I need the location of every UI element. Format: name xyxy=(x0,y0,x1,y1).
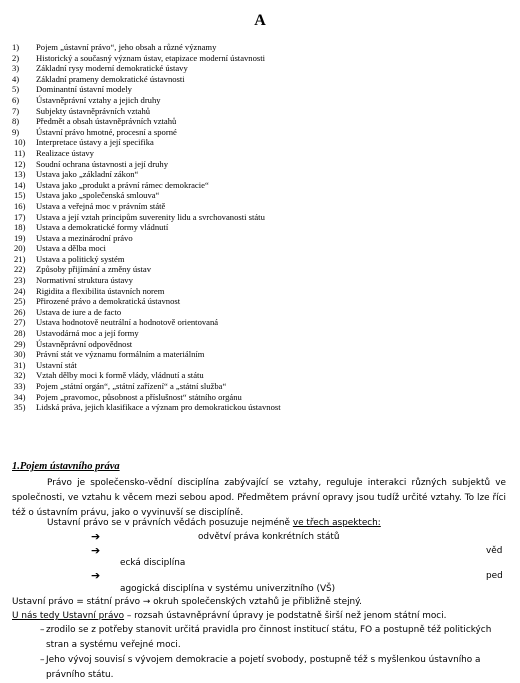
aspect-2-cont: ecká disciplína xyxy=(120,558,186,568)
toc-item-number: 5) xyxy=(12,84,20,95)
toc-item-number: 1) xyxy=(12,42,20,52)
toc-item xyxy=(12,296,512,307)
toc-item-text: Ustava jako „produkt a právní rámec demokracie“ xyxy=(36,179,209,190)
toc-item-number: 12) xyxy=(14,158,26,169)
toc-item-number: 31) xyxy=(14,359,26,370)
toc-item-text: Realizace ústavy xyxy=(36,147,94,158)
toc-item xyxy=(12,307,512,318)
toc-item-number: 26) xyxy=(14,306,26,317)
toc-item-text: Ustavní stát xyxy=(36,359,77,370)
toc-item xyxy=(12,370,512,381)
toc-item xyxy=(12,148,512,159)
toc-item xyxy=(12,106,512,117)
aspect-3-cont: agogická disciplína v systému univerzitního (VŠ) xyxy=(120,584,336,594)
toc-item-number: 7) xyxy=(12,105,20,116)
toc-item-number: 32) xyxy=(14,370,26,381)
toc-item-text: Lidská práva, jejich klasifikace a význam pro demokratickou ústavnost xyxy=(36,402,281,413)
toc-item-number: 3) xyxy=(12,63,20,74)
toc-item-text: Ustava a veřejná moc v právním státě xyxy=(36,200,166,211)
toc-item xyxy=(12,42,512,53)
toc-item xyxy=(12,116,512,127)
toc-item xyxy=(12,360,512,371)
toc-item xyxy=(12,254,512,265)
toc-item-text: Pojem „státní orgán“, „státní zařízení“ a „státní služba“ xyxy=(36,381,227,391)
toc-item-text: Ustava a demokratické formy vládnutí xyxy=(36,222,169,233)
toc-item-number: 18) xyxy=(14,222,26,233)
toc-item xyxy=(12,74,512,85)
toc-item-text: Ustava a mezinárodní právo xyxy=(36,232,133,243)
toc-item-text: Přirozené právo a demokratická ústavnost xyxy=(36,296,181,307)
toc-item xyxy=(12,190,512,201)
toc-item-text: Ustava jako „společenská smlouva“ xyxy=(36,190,160,201)
toc-item xyxy=(12,275,512,286)
toc-item-number: 24) xyxy=(14,285,26,296)
toc-item-text: Právní stát ve významu formálním a materiálním xyxy=(36,349,205,360)
toc-item-number: 33) xyxy=(14,381,26,391)
arrow-icon: ➔ xyxy=(91,569,101,582)
toc-item-text: Pojem „ústavní právo“, jeho obsah a různé významy xyxy=(36,42,217,52)
toc-item xyxy=(12,286,512,297)
toc-item xyxy=(12,392,512,403)
toc-item-text: Ústavní právo hmotné, procesní a sporné xyxy=(36,126,177,137)
aspect-1-text: odvětví práva konkrétních států xyxy=(198,532,340,542)
toc-item xyxy=(12,381,512,392)
aspect-3-right: ped xyxy=(486,571,503,581)
arrow-icon: ➔ xyxy=(91,544,101,557)
table-of-contents xyxy=(12,42,512,413)
toc-item-text: Ustava jako „základní zákon“ xyxy=(36,169,139,180)
toc-item xyxy=(12,402,512,413)
toc-item-text: Pojem „pravomoc, působnost a příslušnost“ státního orgánu xyxy=(36,391,242,402)
toc-item xyxy=(12,63,512,74)
toc-item-text: Základní prameny demokratické ústavnosti xyxy=(36,73,185,84)
toc-item-number: 19) xyxy=(14,232,26,243)
toc-item-text: Rigidita a flexibilita ústavních norem xyxy=(36,285,165,296)
equation-line: Ustavní právo = státní právo → okruh společenských vztahů je přibližně stejný. xyxy=(12,597,362,607)
toc-item-text: Subjekty ústavněprávních vztahů xyxy=(36,105,151,116)
toc-item-text: Ustava a dělba moci xyxy=(36,243,106,254)
toc-item xyxy=(12,95,512,106)
toc-item-text: Ustava hodnotově neutrální a hodnotově orientovaná xyxy=(36,317,219,328)
section-heading: 1.Pojem ústavního práva xyxy=(12,461,120,472)
toc-item-number: 16) xyxy=(14,200,26,211)
toc-item-text: Dominantní ústavní modely xyxy=(36,84,132,95)
toc-item-number: 30) xyxy=(14,349,26,360)
toc-item xyxy=(12,233,512,244)
u-nas-rest: – rozsah ústavněprávní úpravy je podstatně širší než jenom státní moci. xyxy=(124,611,447,621)
toc-item-text: Způsoby přijímání a změny ústav xyxy=(36,264,152,275)
bullet-2: Jeho vývoj souvisí s vývojem demokracie a pojetí svobody, postupně též s myšlenkou ústavního a právního státu. xyxy=(46,655,481,680)
toc-item xyxy=(12,212,512,223)
toc-item xyxy=(12,349,512,360)
toc-item-text: Ústavněprávní vztahy a jejich druhy xyxy=(36,94,161,105)
aspects-prefix: Ustavní právo se v právních vědách posuzuje nejméně xyxy=(47,518,293,528)
toc-item xyxy=(12,84,512,95)
toc-item-number: 20) xyxy=(14,243,26,254)
toc-item-number: 22) xyxy=(14,264,26,275)
toc-item xyxy=(12,180,512,191)
toc-item-text: Ustava de iure a de facto xyxy=(36,306,122,317)
toc-item-number: 10) xyxy=(14,137,26,148)
toc-item xyxy=(12,127,512,138)
bullet-1: zrodilo se z potřeby stanovit určitá pravidla pro činnost institucí státu, FO a postupně též politických stran a systému veřejné moci. xyxy=(46,625,492,650)
toc-item-number: 17) xyxy=(14,211,26,222)
toc-item-text: Ústavněprávní odpovědnost xyxy=(36,338,133,349)
toc-item-number: 27) xyxy=(14,317,26,328)
toc-item-text: Soudní ochrana ústavnosti a její druhy xyxy=(36,158,168,169)
toc-item xyxy=(12,328,512,339)
aspects-underlined: ve třech aspektech: xyxy=(292,518,381,528)
toc-item-number: 11) xyxy=(14,147,26,158)
toc-item-text: Základní rysy moderní demokratické ústavy xyxy=(36,63,188,74)
toc-item xyxy=(12,53,512,64)
toc-item-text: Předmět a obsah ústavněprávních vztahů xyxy=(36,116,177,127)
toc-item-number: 15) xyxy=(14,190,26,201)
toc-item xyxy=(12,243,512,254)
toc-item-number: 23) xyxy=(14,275,26,286)
toc-item-number: 28) xyxy=(14,328,26,339)
bullet-dash-icon: – xyxy=(40,625,45,635)
u-nas-line xyxy=(12,609,446,624)
toc-item-number: 29) xyxy=(14,338,26,349)
toc-item-text: Interpretace ústavy a její specifika xyxy=(36,137,154,148)
toc-item-number: 35) xyxy=(14,402,26,413)
toc-item xyxy=(12,339,512,350)
toc-item-number: 34) xyxy=(14,391,26,402)
paragraph-intro: Právo je společensko-vědní disciplína zabývající se vztahy, reguluje interakci různých subjektů ve společnosti, ve vztahu k věcem mezi sebou apod. Předmětem právní opravy jsou tudíž určité vztahy. To lze říci též o ústavním právu, jako o vyvinuvší se disciplíně. xyxy=(12,478,506,518)
toc-item-text: Ustavodárná moc a její formy xyxy=(36,328,139,339)
toc-item-number: 14) xyxy=(14,179,26,190)
toc-item-text: Vztah dělby moci k formě vlády, vládnutí a státu xyxy=(36,370,204,381)
toc-item-text: Normativní struktura ústavy xyxy=(36,275,133,286)
arrow-icon: ➔ xyxy=(91,530,101,543)
toc-item xyxy=(12,159,512,170)
toc-item-number: 9) xyxy=(12,126,20,137)
toc-item-number: 21) xyxy=(14,253,26,264)
toc-item xyxy=(12,317,512,328)
toc-item-number: 13) xyxy=(14,169,26,180)
toc-item xyxy=(12,201,512,212)
toc-item-text: Ustava a politický systém xyxy=(36,253,125,264)
u-nas-underlined: U nás tedy Ustavní právo xyxy=(12,611,125,621)
page-title: A xyxy=(254,12,266,29)
toc-item-number: 8) xyxy=(12,116,20,127)
aspect-2-right: věd xyxy=(486,546,503,556)
toc-item xyxy=(12,137,512,148)
toc-item-text: Ustava a její vztah principům suverenity lidu a svrchovanosti státu xyxy=(36,211,265,222)
toc-item xyxy=(12,222,512,233)
toc-item xyxy=(12,169,512,180)
toc-item-number: 4) xyxy=(12,73,20,84)
toc-item-number: 2) xyxy=(12,52,20,63)
toc-item-number: 25) xyxy=(14,296,26,307)
toc-item-text: Historický a současný význam ústav, etapizace moderní ústavnosti xyxy=(36,52,266,63)
toc-item-number: 6) xyxy=(12,94,20,105)
toc-item xyxy=(12,264,512,275)
bullet-dash-icon: – xyxy=(40,655,45,665)
